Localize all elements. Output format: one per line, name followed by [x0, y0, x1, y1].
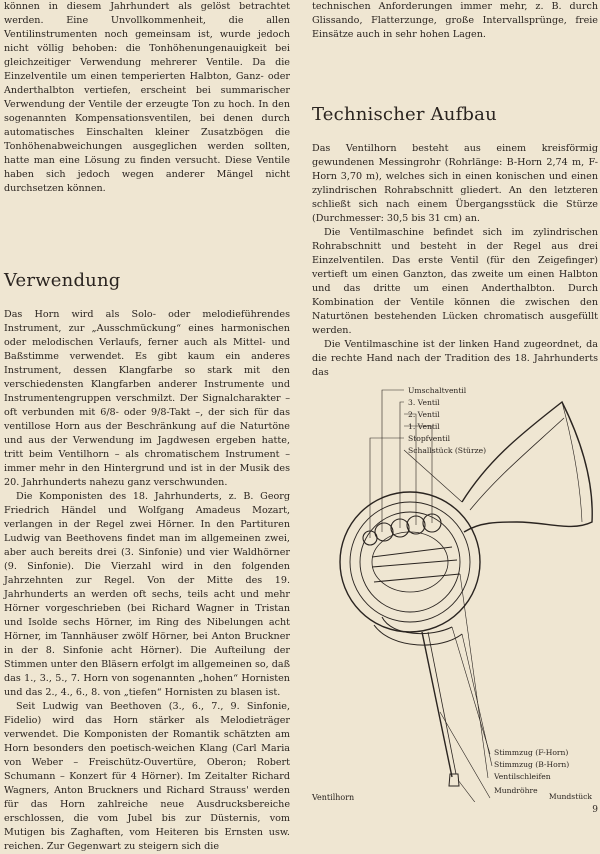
- horn-leadpipe: [422, 632, 452, 777]
- left-column: [4, 0, 290, 854]
- paragraph-ventile-intro: können in diesem Jahrhundert als gelöst betrachtet werden. Eine Unvollkommenheit, die allen Ventilinstrumenten noch gemeinsam ist, wurde jedoch nicht völlig behoben: die Tonhöhenungenauigkeit bei gleichzeitiger Verwendung mehrerer Ventile. Da die Einzelventile um einen temperierten Halbton, Ganz- oder Anderthalbton vertiefen, erscheint bei summarischer Verwendung der Ventile der erzeugte Ton zu hoch. In den sogenannten Kompensationsventilen, bei denen durch automatisches Einschalten kleiner Zusatzbögen die Tonhöhenabweichungen ausgeglichen werden sollten, hatte man eine Lösung zu finden versucht. Diese Ventile haben sich jedoch wegen anderer Mängel nicht durchsetzen können.: [4, 1, 290, 194]
- paragraph-verwendung-3: Seit Ludwig van Beethoven (3., 6., 7., 9. Sinfonie, Fidelio) wird das Horn stärker als Melodieträger verwendet. Die Komponisten der Romantik schätzten am Horn besonders den poetisch-weichen Klang (Carl Maria von Weber – Freischütz-Ouvertüre, Oberon; Robert Schumann – Konzert für 4 Hörner). Im Zeitalter Richard Wagners, Anton Bruckners und Richard Strauss' werden für das Horn zahlreiche neue Ausdrucksbereiche erschlossen, die vom Jubel bis zur Düsternis, vom Mutigen bis Zaghaften, vom Heiteren bis Ernsten usw. reichen. Zur Gegenwart zu steigern sich die: [4, 701, 290, 852]
- figure-caption: Ventilhorn: [312, 793, 355, 802]
- paragraph-technik-3: Die Ventilmaschine ist der linken Hand zugeordnet, da die rechte Hand nach der Tradition des 18. Jahrhunderts das: [312, 339, 598, 378]
- label-ventil-3: 3. Ventil: [408, 398, 440, 407]
- label-mundstueck: Mundstück: [548, 792, 592, 801]
- label-mundroehre: Mundröhre: [494, 786, 538, 795]
- label-stimmzug-f: Stimmzug (F-Horn): [494, 748, 569, 757]
- label-stimmzug-b: Stimmzug (B-Horn): [494, 760, 570, 769]
- horn-bell: [462, 402, 592, 532]
- label-schallstueck: Schallstück (Stürze): [408, 446, 487, 455]
- horn-figure: [312, 382, 598, 802]
- horn-mouthpiece: [449, 774, 459, 786]
- paragraph-technik-intro: technischen Anforderungen immer mehr, z. B. durch Glissando, Flatterzunge, große Intervallsprünge, freie Einsätze auch in sehr hohen Lagen.: [312, 1, 598, 40]
- paragraph-verwendung-1: Das Horn wird als Solo- oder melodieführendes Instrument, zur „Ausschmückung“ eines harmonischen oder melodischen Verlaufs, ferner auch als Mittel- und Baßstimme verwendet. Es gibt kaum ein anderes Instrument, dessen Klangfarbe so stark mit den verschiedensten Klangfarben anderer Instrumente und Instrumentengruppen verschmilzt. Der Signalcharakter – oft verbunden mit 6/8- oder 9/8-Takt –, der sich für das ventillose Horn aus der Beschränkung auf die Naturtöne und aus der Verwendung im Jagdwesen ergeben hatte, tritt beim Ventilhorn – als chromatischem Instrument – immer mehr in den Hintergrund und ist in der Musik des 20. Jahrhunderts nahezu ganz verschwunden.: [4, 309, 290, 488]
- label-stopfventil: Stopfventil: [408, 434, 451, 443]
- page-number: 9: [592, 805, 598, 815]
- paragraph-technik-1: Das Ventilhorn besteht aus einem kreisförmig gewundenen Messingrohr (Rohrlänge: B-Horn 2,74 m, F-Horn 3,70 m), welches sich in einen konischen und einen zylindrischen Rohrabschnitt gliedert. An den letzteren schließt sich nach einem Übergangsstück die Stürze (Durchmesser: 30,5 bis 31 cm) an.: [312, 143, 598, 224]
- horn-illustration: [312, 382, 598, 802]
- paragraph-technik-2: Die Ventilmaschine befindet sich im zylindrischen Rohrabschnitt und besteht in der Regel aus drei Einzelventilen. Das erste Ventil (für den Zeigefinger) vertieft um einen Ganzton, das zweite um einen Halbton und das dritte um einen Anderthalbton. Durch Kombination der Ventile können die zwischen den Naturtönen bestehenden Lücken chromatisch ausgefüllt werden.: [312, 227, 598, 336]
- label-ventil-1: 1. Ventil: [408, 422, 440, 431]
- right-column: [312, 0, 598, 380]
- label-ventilschleifen: Ventilschleifen: [494, 772, 551, 781]
- paragraph-verwendung-2: Die Komponisten des 18. Jahrhunderts, z. B. Georg Friedrich Händel und Wolfgang Amadeus Mozart, verlangen in der Regel zwei Hörner. In den Partituren Ludwig van Beethovens findet man im allgemeinen zwei, aber auch bereits drei (3. Sinfonie) und vier Waldhörner (9. Sinfonie). Die Vierzahl wird in den folgenden Jahrzehnten zur Regel. Von der Mitte des 19. Jahrhunderts an werden oft sechs, teils acht und mehr Hörner vorgeschrieben (bei Richard Wagner in Tristan und Isolde sechs Hörner, im Ring des Nibelungen acht Hörner, im Tannhäuser zwölf Hörner, bei Anton Bruckner in der 8. Sinfonie acht Hörner). Die Aufteilung der Stimmen unter den Bläsern erfolgt im allgemeinen so, daß das 1., 3., 5., 7. Horn von sogenannten „hohen“ Hornisten und das 2., 4., 6., 8. von „tiefen“ Hornisten zu blasen ist.: [4, 491, 291, 698]
- horn-coil: [340, 492, 480, 632]
- label-umschaltventil: Umschaltventil: [408, 386, 467, 395]
- label-ventil-2: 2. Ventil: [408, 410, 440, 419]
- heading-verwendung: Verwendung: [4, 270, 121, 291]
- heading-technischer-aufbau: Technischer Aufbau: [312, 104, 497, 125]
